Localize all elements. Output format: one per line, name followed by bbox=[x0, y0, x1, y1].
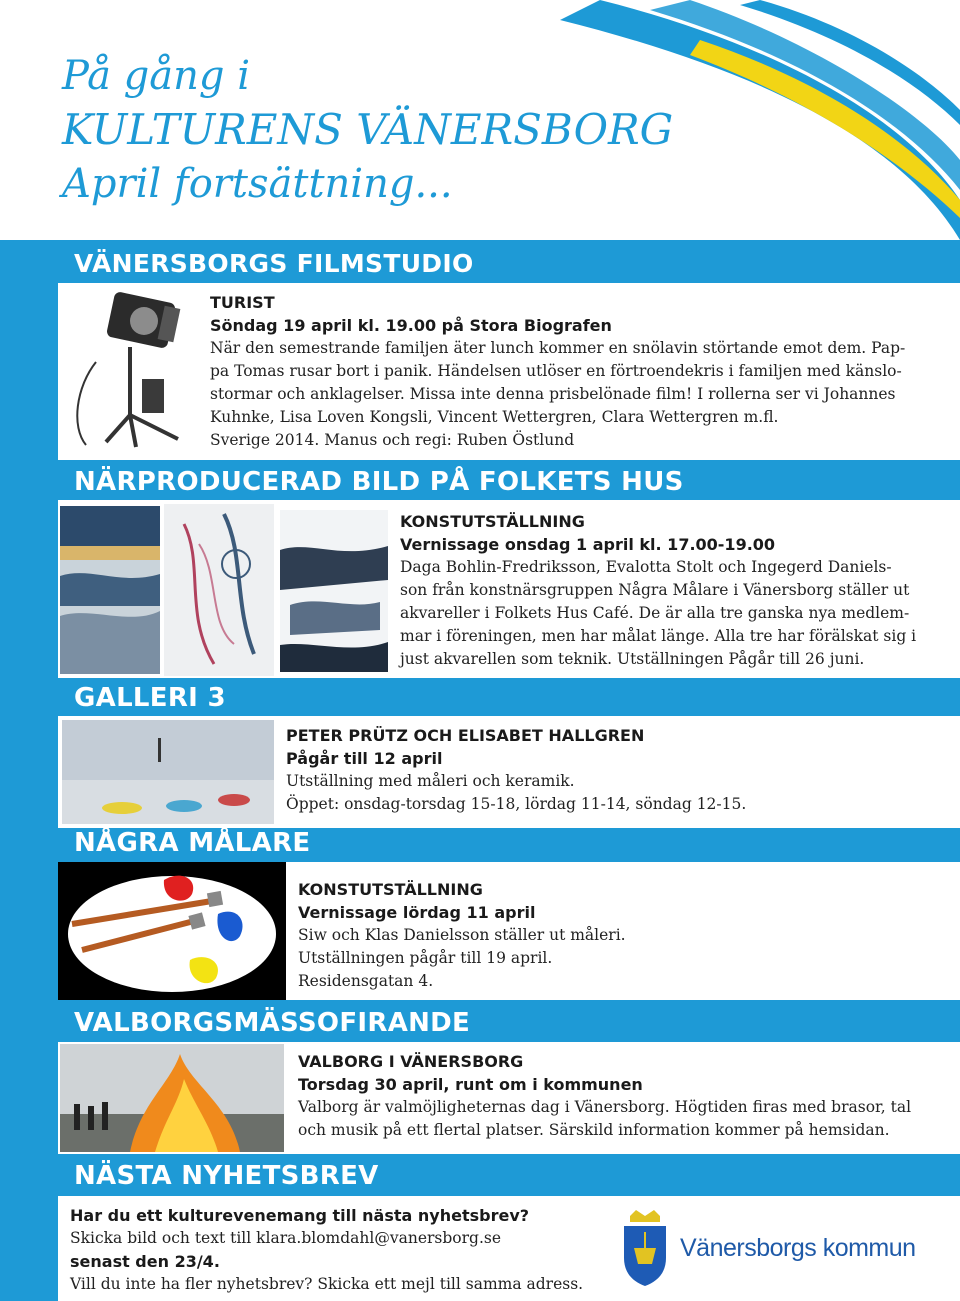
valborg-body-line: och musik på ett flertal platser. Särskild information kommer på hemsidan. bbox=[298, 1121, 890, 1139]
newsletter-send-prefix: Skicka bild och text till bbox=[70, 1229, 257, 1247]
galleri-3-body-line: Utställning med måleri och keramik. bbox=[286, 772, 575, 790]
nagra-malare-event-when: Vernissage lördag 11 april bbox=[298, 903, 536, 922]
newsletter-deadline: senast den 23/4. bbox=[70, 1252, 220, 1271]
filmstudio-body-line: pa Tomas rusar bort i panik. Händelsen utlöser en förtroendekris i familjen med känslo- bbox=[210, 362, 902, 380]
newsletter-email-link[interactable]: klara.blomdahl@vanersborg.se bbox=[256, 1229, 501, 1247]
watercolor-sea-image bbox=[60, 506, 160, 674]
watercolor-rocks-image bbox=[280, 510, 388, 672]
folkets-hus-body-line: akvareller i Folkets Hus Café. De är alla tre ganska nya medlem- bbox=[400, 604, 910, 622]
filmstudio-card bbox=[58, 283, 960, 460]
filmstudio-body-line: stormar och anklagelser. Missa inte denna prisbelönade film! I rollerna ser vi Johannes bbox=[210, 385, 896, 403]
galleri-3-event-when: Pågår till 12 april bbox=[286, 749, 443, 768]
title-line-3: April fortsättning... bbox=[62, 161, 453, 207]
galleri-3-card bbox=[58, 716, 960, 828]
section-heading-galleri-3: GALLERI 3 bbox=[74, 683, 226, 713]
title-line-2: KULTURENS VÄNERSBORG bbox=[62, 105, 674, 154]
watercolor-figure-image bbox=[164, 504, 274, 676]
gallery-painting-image bbox=[62, 720, 274, 824]
valborg-event-when: Torsdag 30 april, runt om i kommunen bbox=[298, 1075, 643, 1094]
palette-image bbox=[58, 862, 286, 1000]
folkets-hus-body-line: son från konstnärsgruppen Några Målare i Vänersborg ställer ut bbox=[400, 581, 910, 599]
folkets-hus-card bbox=[58, 500, 960, 678]
section-heading-nagra-malare: NÅGRA MÅLARE bbox=[74, 828, 311, 858]
nagra-malare-body-line: Residensgatan 4. bbox=[298, 972, 434, 990]
coat-of-arms-logo bbox=[620, 1208, 670, 1288]
folkets-hus-event-when: Vernissage onsdag 1 april kl. 17.00-19.00 bbox=[400, 535, 776, 554]
filmstudio-body-line: Sverige 2014. Manus och regi: Ruben Östlund bbox=[210, 431, 575, 449]
folkets-hus-body-line: Daga Bohlin-Fredriksson, Evalotta Stolt och Ingegerd Daniels- bbox=[400, 558, 892, 576]
valborg-event-title: VALBORG I VÄNERSBORG bbox=[298, 1052, 524, 1071]
galleri-3-body-line: Öppet: onsdag-torsdag 15-18, lördag 11-14, söndag 12-15. bbox=[286, 795, 747, 813]
nagra-malare-body-line: Siw och Klas Danielsson ställer ut måleri. bbox=[298, 926, 626, 944]
newsletter-card bbox=[58, 1196, 960, 1301]
filmstudio-body-line: Kuhnke, Lisa Loven Kongsli, Vincent Wettergren, Clara Wettergren m.fl. bbox=[210, 408, 779, 426]
newsletter-send-line bbox=[70, 1227, 583, 1250]
valborg-body-line: Valborg är valmöjligheternas dag i Vänersborg. Högtiden firas med brasor, tal bbox=[298, 1098, 912, 1116]
bonfire-image bbox=[60, 1044, 284, 1152]
section-heading-folkets-hus: NÄRPRODUCERAD BILD PÅ FOLKETS HUS bbox=[74, 467, 684, 497]
filmstudio-event-when: Söndag 19 april kl. 19.00 på Stora Biografen bbox=[210, 316, 612, 335]
galleri-3-event-title: PETER PRÜTZ OCH ELISABET HALLGREN bbox=[286, 726, 645, 745]
nagra-malare-body-line: Utställningen pågår till 19 april. bbox=[298, 949, 553, 967]
valborg-card bbox=[58, 1042, 960, 1154]
section-heading-valborg: VALBORGSMÄSSOFIRANDE bbox=[74, 1008, 471, 1038]
title-line-1: På gång i bbox=[62, 53, 251, 99]
filmstudio-event-title: TURIST bbox=[210, 293, 275, 312]
newsletter-unsubscribe: Vill du inte ha fler nyhetsbrev? Skicka ett mejl till samma adress. bbox=[70, 1275, 584, 1293]
spotlight-image bbox=[66, 287, 186, 452]
section-heading-filmstudio: VÄNERSBORGS FILMSTUDIO bbox=[74, 249, 474, 278]
newsletter-question: Har du ett kulturevenemang till nästa nyhetsbrev? bbox=[70, 1206, 530, 1225]
nagra-malare-card bbox=[58, 862, 960, 1000]
folkets-hus-event-title: KONSTUTSTÄLLNING bbox=[400, 512, 585, 531]
logo-text: Vänersborgs kommun bbox=[680, 1234, 916, 1262]
filmstudio-body-line: När den semestrande familjen äter lunch kommer en snölavin störtande emot dem. Pap- bbox=[210, 339, 906, 357]
folkets-hus-body-line: just akvarellen som teknik. Utställningen Pågår till 26 juni. bbox=[400, 650, 865, 668]
section-heading-nasta-nyhetsbrev: NÄSTA NYHETSBREV bbox=[74, 1161, 379, 1191]
nagra-malare-event-title: KONSTUTSTÄLLNING bbox=[298, 880, 483, 899]
folkets-hus-body-line: mar i föreningen, men har målat länge. Alla tre har förälskat sig i bbox=[400, 627, 917, 645]
